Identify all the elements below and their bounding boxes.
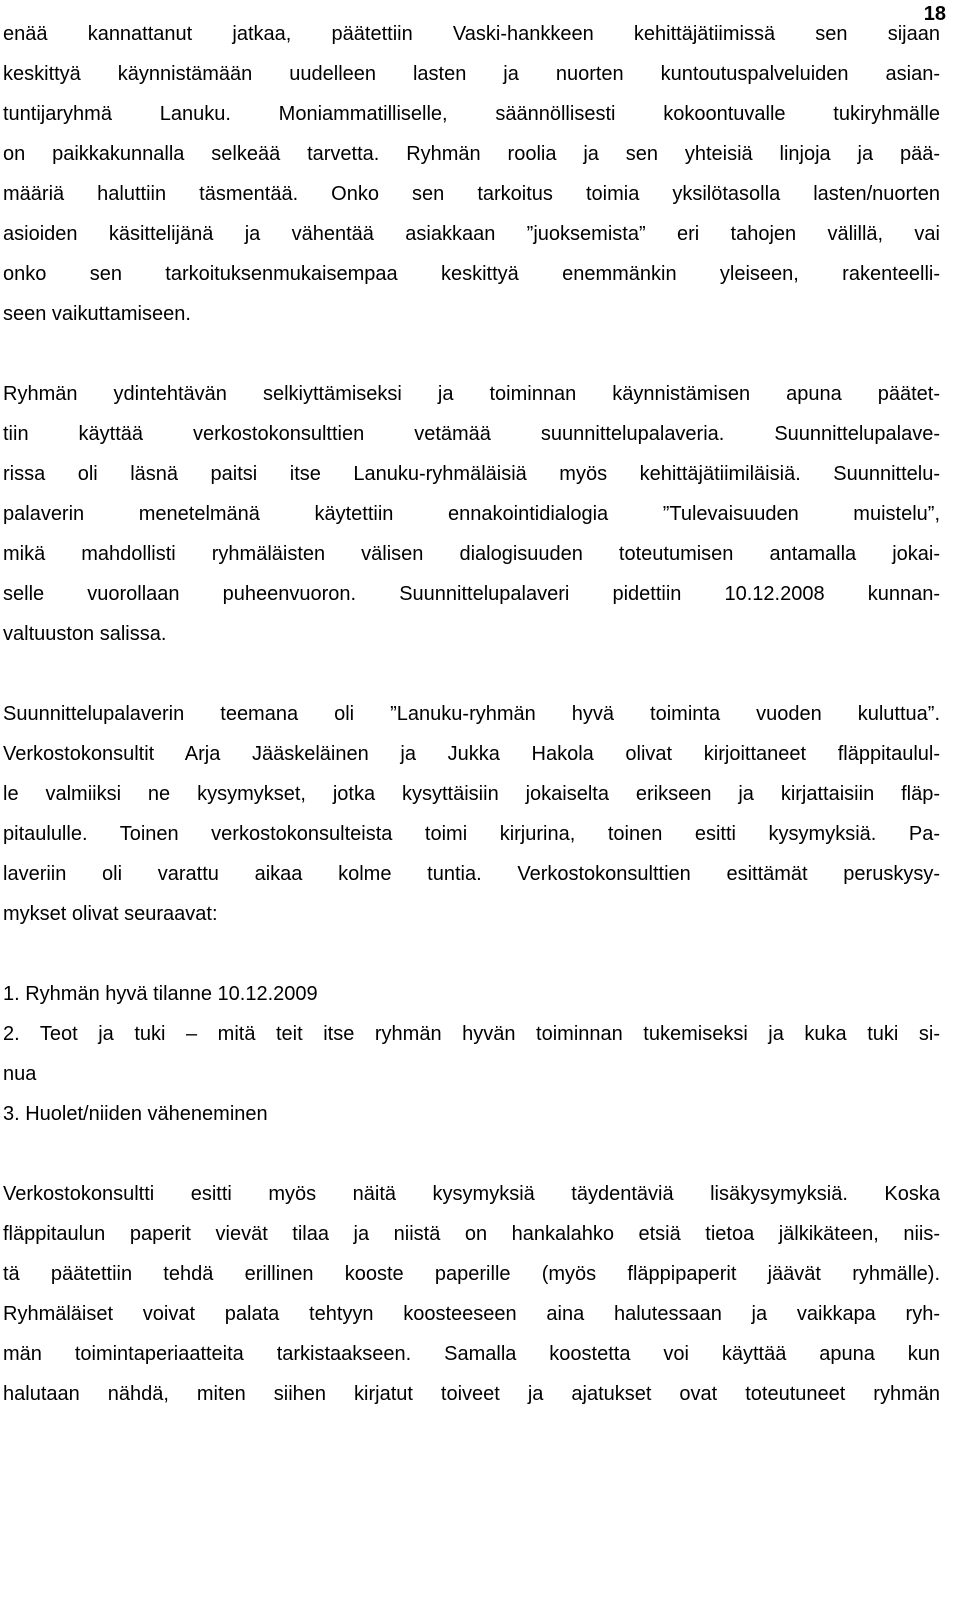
text-line: tuntijaryhmä Lanuku. Moniammatilliselle, säännöllisesti kokoontuvalle tukiryhmälle (3, 103, 940, 125)
text-line: pitaululle. Toinen verkostokonsulteista toimi kirjurina, toinen esitti kysymyksiä. Pa- (3, 823, 940, 845)
text-line: fläppitaulun paperit vievät tilaa ja niistä on hankalahko etsiä tietoa jälkikäteen, niis- (3, 1223, 940, 1245)
text-line: on paikkakunnalla selkeää tarvetta. Ryhmän roolia ja sen yhteisiä linjoja ja pää- (3, 143, 940, 165)
text-line: Verkostokonsultit Arja Jääskeläinen ja Jukka Hakola olivat kirjoittaneet fläppitaulul- (3, 743, 940, 765)
list-item: 1. Ryhmän hyvä tilanne 10.12.2009 (3, 983, 318, 1005)
text-line: tä päätettiin tehdä erillinen kooste paperille (myös fläppipaperit jäävät ryhmälle). (3, 1263, 940, 1285)
text-line: Suunnittelupalaverin teemana oli ”Lanuku-ryhmän hyvä toiminta vuoden kuluttua”. (3, 703, 940, 725)
text-line: seen vaikuttamiseen. (3, 303, 191, 325)
list-item-continuation: nua (3, 1063, 37, 1085)
text-line: onko sen tarkoituksenmukaisempaa keskittyä enemmänkin yleiseen, rakenteelli- (3, 263, 940, 285)
text-line: mikä mahdollisti ryhmäläisten välisen dialogisuuden toteutumisen antamalla jokai- (3, 543, 940, 565)
text-line: enää kannattanut jatkaa, päätettiin Vaski-hankkeen kehittäjätiimissä sen sijaan (3, 23, 940, 45)
paragraph-meeting-theme (3, 694, 940, 934)
paragraph-lanuku-intro (3, 14, 940, 334)
text-line: palaverin menetelmänä käytettiin ennakointidialogia ”Tulevaisuuden muistelu”, (3, 503, 940, 525)
text-line: Ryhmäläiset voivat palata tehtyyn koosteeseen aina halutessaan ja vaikkapa ryh- (3, 1303, 940, 1325)
text-line: Verkostokonsultti esitti myös näitä kysymyksiä täydentäviä lisäkysymyksiä. Koska (3, 1183, 940, 1205)
text-line: laveriin oli varattu aikaa kolme tuntia. Verkostokonsulttien esittämät peruskysy- (3, 863, 940, 885)
text-line: määriä haluttiin täsmentää. Onko sen tarkoitus toimia yksilötasolla lasten/nuorten (3, 183, 940, 205)
question-list (3, 974, 940, 1134)
text-line: selle vuorollaan puheenvuoron. Suunnittelupalaveri pidettiin 10.12.2008 kunnan- (3, 583, 940, 605)
text-line: män toimintaperiaatteita tarkistaakseen. Samalla koostetta voi käyttää apuna kun (3, 1343, 940, 1365)
text-line: halutaan nähdä, miten siihen kirjatut toiveet ja ajatukset ovat toteutuneet ryhmän (3, 1383, 940, 1405)
text-line: keskittyä käynnistämään uudelleen lasten ja nuorten kuntoutuspalveluiden asian- (3, 63, 940, 85)
paragraph-planning-meeting (3, 374, 940, 654)
paragraph-gap (3, 934, 940, 974)
paragraph-gap (3, 334, 940, 374)
text-line: rissa oli läsnä paitsi itse Lanuku-ryhmäläisiä myös kehittäjätiimiläisiä. Suunnittelu- (3, 463, 940, 485)
text-line: tiin käyttää verkostokonsulttien vetämää suunnittelupalaveria. Suunnittelupalave- (3, 423, 940, 445)
paragraph-gap (3, 1134, 940, 1174)
text-line: valtuuston salissa. (3, 623, 167, 645)
paragraph-summary-document (3, 1174, 940, 1414)
text-line: le valmiiksi ne kysymykset, jotka kysyttäisiin jokaiselta erikseen ja kirjattaisiin fläp- (3, 783, 940, 805)
text-line: Ryhmän ydintehtävän selkiyttämiseksi ja toiminnan käynnistämisen apuna päätet- (3, 383, 940, 405)
list-item: 2. Teot ja tuki – mitä teit itse ryhmän hyvän toiminnan tukemiseksi ja kuka tuki si- (3, 1023, 940, 1045)
paragraph-gap (3, 654, 940, 694)
page-number: 18 (923, 3, 946, 25)
text-line: asioiden käsittelijänä ja vähentää asiakkaan ”juoksemista” eri tahojen välillä, vai (3, 223, 940, 245)
text-line: mykset olivat seuraavat: (3, 903, 218, 925)
list-item: 3. Huolet/niiden väheneminen (3, 1103, 268, 1125)
document-body (3, 14, 940, 1414)
